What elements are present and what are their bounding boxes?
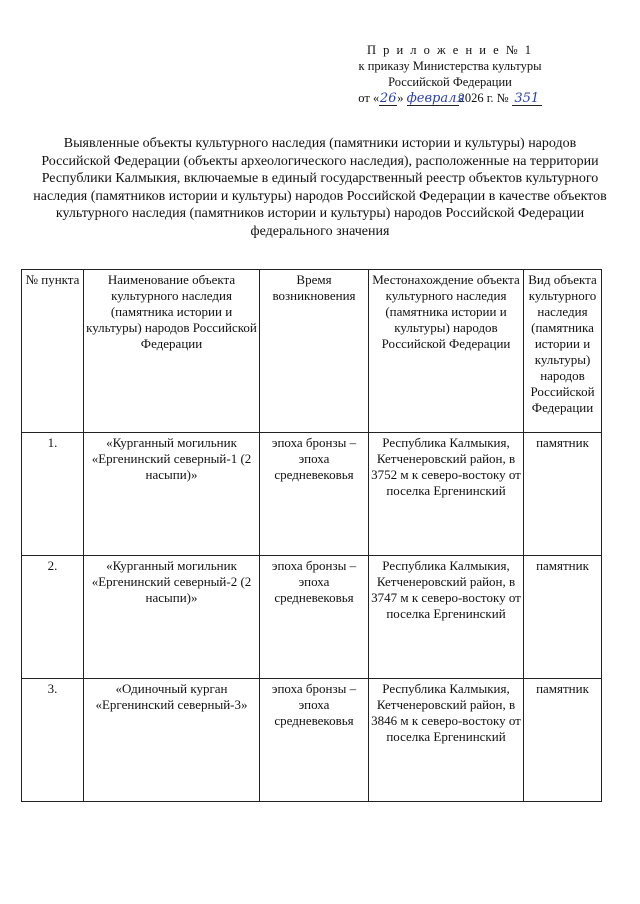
cell-number: 3. bbox=[22, 679, 84, 802]
appendix-order-ref: к приказу Министерства культуры bbox=[358, 59, 542, 73]
cell-time: эпоха бронзы – эпоха средневековья bbox=[260, 679, 369, 802]
table-row bbox=[22, 433, 602, 556]
appendix-heading: П р и л о ж е н и е № 1 bbox=[366, 43, 534, 57]
cell-location: Республика Калмыкия, Кетченеровский район, в 3747 м к северо-востоку от поселка Ергенинский bbox=[369, 556, 524, 679]
cell-type: памятник bbox=[524, 556, 602, 679]
cell-name: «Курганный могильник «Ергенинский северный-1 (2 насыпи)» bbox=[84, 433, 260, 556]
document-title: Выявленные объекты культурного наследия (памятники истории и культуры) народов Российской Федерации (объекты археологического наследия), расположенные на территории Республики Калмыкия, включаемые в единый государственный реестр объектов культурного наследия (памятников истории и культуры) народов Российской Федерации в качестве объектов культурного наследия (памятников истории и культуры) народов Российской Федерации федерального значения bbox=[33, 136, 607, 239]
cell-location: Республика Калмыкия, Кетченеровский район, в 3752 м к северо-востоку от поселка Ергенинский bbox=[369, 433, 524, 556]
table-header-row bbox=[22, 270, 602, 433]
table-row bbox=[22, 556, 602, 679]
cell-type: памятник bbox=[524, 679, 602, 802]
date-mid: » bbox=[397, 91, 404, 105]
cell-name: «Курганный могильник «Ергенинский северный-2 (2 насыпи)» bbox=[84, 556, 260, 679]
cell-number: 1. bbox=[22, 433, 84, 556]
header-time: Время возникновения bbox=[260, 270, 369, 433]
year-text: 2026 г. № bbox=[458, 91, 509, 105]
appendix-block bbox=[330, 42, 570, 106]
header-name: Наименование объекта культурного наследия (памятника истории и культуры) народов Российской Федерации bbox=[84, 270, 260, 433]
heritage-table bbox=[21, 269, 602, 802]
appendix-date-line bbox=[330, 90, 570, 106]
table-row bbox=[22, 679, 602, 802]
header-location: Местонахождение объекта культурного наследия (памятника истории и культуры) народов Российской Федерации bbox=[369, 270, 524, 433]
date-prefix: от « bbox=[358, 91, 380, 105]
cell-location: Республика Калмыкия, Кетченеровский район, в 3846 м к северо-востоку от поселка Ергенинский bbox=[369, 679, 524, 802]
month-handwritten: февраля bbox=[406, 91, 465, 106]
cell-name: «Одиночный курган «Ергенинский северный-3» bbox=[84, 679, 260, 802]
cell-type: памятник bbox=[524, 433, 602, 556]
appendix-ministry: Российской Федерации bbox=[388, 75, 512, 89]
day-handwritten: 26 bbox=[379, 91, 397, 106]
cell-time: эпоха бронзы – эпоха средневековья bbox=[260, 556, 369, 679]
header-number: № пункта bbox=[22, 270, 84, 433]
header-type: Вид объекта культурного наследия (памятника истории и культуры) народов Российской Федерации bbox=[524, 270, 602, 433]
cell-number: 2. bbox=[22, 556, 84, 679]
number-handwritten: 351 bbox=[514, 91, 540, 106]
cell-time: эпоха бронзы – эпоха средневековья bbox=[260, 433, 369, 556]
